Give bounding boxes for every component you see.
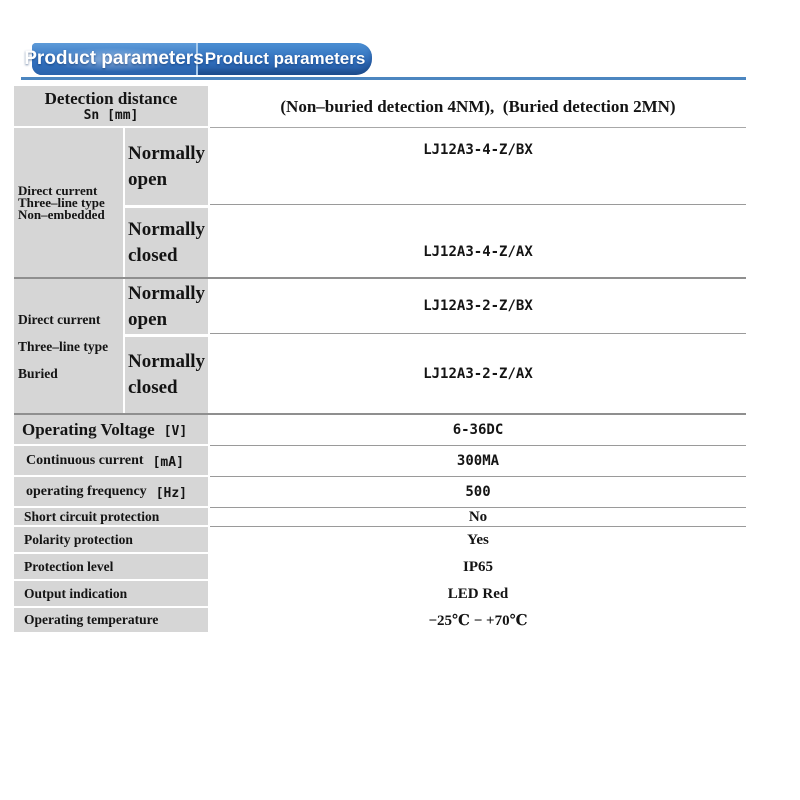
detection-distance-header-cell [14,86,208,128]
spec-label-cell [14,477,208,508]
category-line: Three–line type [18,194,105,210]
table-row [14,527,746,554]
spec-label: Operating Voltage [22,419,155,439]
table-row [125,279,746,334]
table-row [14,415,746,446]
model-group-buried [14,277,746,415]
detection-distance-value: (Non–buried detection 4NM), (Buried detection 2MN) [210,86,746,128]
mode-cell: Normally closed [125,205,208,277]
spec-value: No [210,508,746,527]
category-line: Buried [18,365,58,381]
group-rows [125,128,746,277]
detection-distance-title: Detection distance [44,89,178,108]
spec-value: 500 [210,477,746,508]
category-line: Three–line type [18,338,109,354]
banner-tab-active: Product parameters [32,43,198,75]
spec-label-cell [14,527,208,554]
spec-label: Short circuit protection [24,508,160,524]
table-row [14,581,746,608]
spec-unit: [Hz] [155,486,187,501]
spec-label: Continuous current [26,452,144,468]
spec-label: Operating temperature [24,612,159,627]
spec-unit: [mA] [152,455,184,470]
spec-label-cell [14,415,208,446]
product-parameters-table [14,86,746,632]
spec-label-cell [14,581,208,608]
spec-value: IP65 [463,559,493,575]
spec-label: Protection level [24,558,114,574]
mode-cell: Normally closed [125,334,208,413]
model-number-cell: LJ12A3-4-Z/BX [210,128,746,205]
table-header-row [14,86,746,128]
table-row [125,334,746,413]
spec-label: Polarity protection [24,531,133,547]
spec-rows [14,415,746,632]
banner-divider-rule [21,77,746,80]
spec-value: Yes [467,532,489,548]
spec-label: Output indication [24,585,128,601]
table-row [14,508,746,527]
table-row [125,128,746,205]
spec-unit: [V] [163,424,188,439]
table-row [14,554,746,581]
spec-value: 6-36DC [210,415,746,446]
spec-label-cell [14,608,208,632]
spec-label-cell [14,508,208,527]
model-number-cell: LJ12A3-2-Z/AX [423,365,533,382]
category-line: Non–embedded [18,206,105,222]
model-number-cell: LJ12A3-4-Z/AX [423,244,533,260]
model-number-cell: LJ12A3-2-Z/BX [210,279,746,334]
group-rows [125,279,746,413]
banner-tab-secondary: Product parameters [204,49,366,68]
mode-cell: Normally open [125,128,208,205]
category-line: Direct current [18,182,98,198]
detection-distance-unit: Sn [mm] [83,108,139,123]
product-parameters-banner [24,43,372,75]
table-row [14,477,746,508]
table-row [14,446,746,477]
spec-value: LED Red [447,586,509,602]
spec-label-cell [14,554,208,581]
table-row [125,205,746,277]
category-line: Direct current [18,311,101,327]
spec-value: −25℃ − +70℃ [428,612,528,629]
category-cell [14,279,125,413]
spec-label-cell [14,446,208,477]
table-row [14,608,746,632]
model-group-non-embedded [14,128,746,277]
category-cell [14,128,125,277]
spec-label: operating frequency [26,483,147,499]
spec-value: 300MA [210,446,746,477]
mode-cell: Normally open [125,279,208,334]
